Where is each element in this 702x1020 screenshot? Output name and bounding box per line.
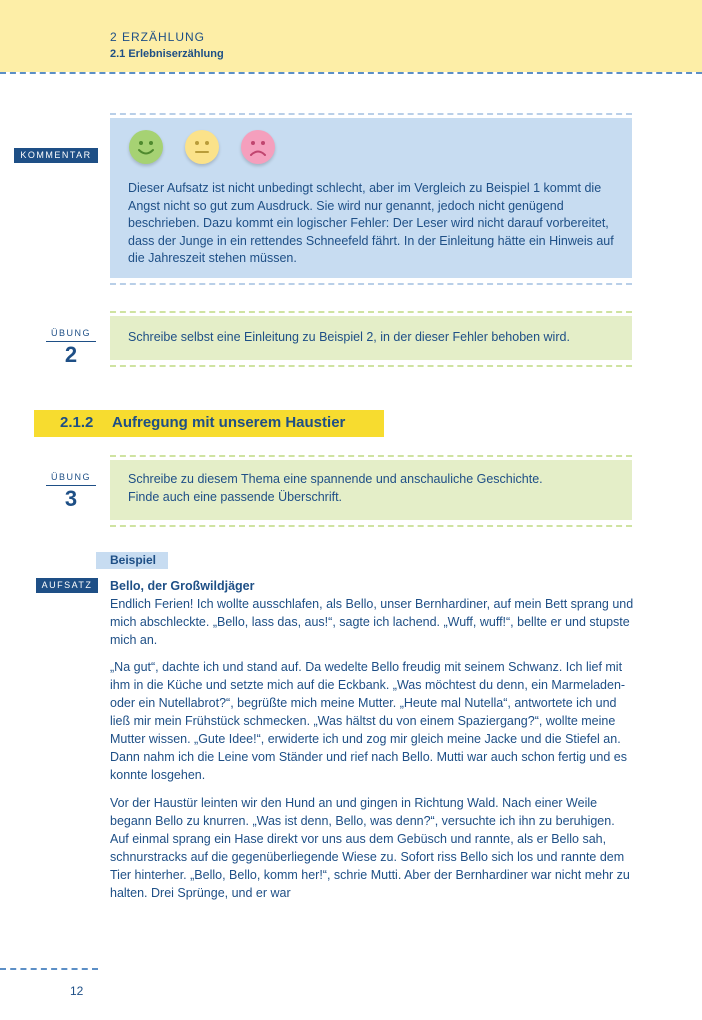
uebung-3-line-2: Finde auch eine passende Überschrift. <box>128 490 343 504</box>
section-heading <box>34 410 384 437</box>
kommentar-bottom-border <box>110 283 632 285</box>
neutral-face-icon <box>185 130 219 164</box>
sad-face-icon <box>241 130 275 164</box>
kommentar-top-border <box>110 113 632 115</box>
uebung-3-number: 3 <box>64 486 78 511</box>
uebung-2-bottom-border <box>110 365 632 367</box>
aufsatz-tag: AUFSATZ <box>36 578 98 593</box>
uebung-3-text <box>128 470 623 506</box>
happy-face-icon <box>129 130 163 164</box>
aufsatz-title-text: Bello, der Großwildjäger <box>110 579 255 593</box>
aufsatz-paragraph-2: „Na gut“, dachte ich und stand auf. Da wedelte Bello freudig mit seinem Schwanz. Ich lief mit ihm in die Küche und setzte mich auf die Eckbank. „Was möchtest du denn, ein Marmeladen- oder ein Nutellabrot?“, begrüßte mich meine Mutter. „Heute mal Nutella“, antwortete ich und ließ mir mein Frühstück schmecken. „Was hältst du von einem Spaziergang?“, wollte meine Mutter wissen. „Gute Idee!“, erwiderte ich und zog mir gleich meine Jacke und die Stiefel an. Dann nahm ich die Leine vom Ständer und rief nach Bello. Mutti war auch schon fertig und es konnte losgehen. <box>110 660 627 782</box>
aufsatz-title <box>110 577 635 595</box>
section-title: Aufregung mit unserem Haustier <box>112 414 346 431</box>
header-divider <box>0 72 702 74</box>
aufsatz-paragraph-1: Endlich Ferien! Ich wollte ausschlafen, als Bello, unser Bernhardiner, auf mein Bett sprang und mich abschleckte. „Bello, lass das, aus!“, sagte ich lachend. „Wuff, wuff!“, bellte er und stupste mich an. <box>110 597 634 647</box>
uebung-3-label: ÜBUNG <box>50 472 91 482</box>
beispiel-label: Beispiel <box>96 552 168 569</box>
uebung-3-line-1: Schreibe zu diesem Thema eine spannende und anschauliche Geschichte. <box>128 472 543 486</box>
aufsatz-paragraph-3: Vor der Haustür leinten wir den Hund an und gingen in Richtung Wald. Nach einer Weile begann Bello zu knurren. „Was ist denn, Bello, was denn?“, versuchte ich ihn zu beruhigen. Auf einmal sprang ein Hase direkt vor uns aus dem Gebüsch und rannte, als er Bello sah, schnurstracks auf die gegenüberliegende Wiese zu. Sofort riss Bello sich los und rannte dem Tier hinterher. „Bello, Bello, komm her!“, schrie Mutti. Aber der Bernhardiner war nicht mehr zu halten. Drei Sprünge, und er war <box>110 796 630 900</box>
uebung-3-top-border <box>110 455 632 457</box>
section-number: 2.1.2 <box>60 414 94 431</box>
uebung-3-bottom-border <box>110 525 632 527</box>
page-header <box>0 0 702 72</box>
kommentar-text: Dieser Aufsatz ist nicht unbedingt schlecht, aber im Vergleich zu Beispiel 1 kommt die Angst nicht so gut zum Ausdruck. Sie wird nur genannt, jedoch nicht genügend beschrieben. Dazu kommt ein logischer Fehler: Der Leser wird nicht darauf vorbereitet, dass der Junge in ein rettendes Schneefeld fährt. In der Einleitung hätte ein Hinweis auf die Jahreszeit stehen müssen. <box>128 181 614 265</box>
chapter-title: 2 ERZÄHLUNG <box>110 30 206 44</box>
section-breadcrumb: 2.1 Erlebniserzählung <box>110 48 224 60</box>
uebung-2-text: Schreibe selbst eine Einleitung zu Beispiel 2, in der dieser Fehler behoben wird. <box>128 330 570 344</box>
footer-divider <box>0 968 98 970</box>
uebung-2-top-border <box>110 311 632 313</box>
uebung-2-label: ÜBUNG <box>50 328 91 338</box>
uebung-2-number: 2 <box>64 342 78 367</box>
kommentar-tag: KOMMENTAR <box>14 148 98 163</box>
page-number: 12 <box>70 984 84 998</box>
